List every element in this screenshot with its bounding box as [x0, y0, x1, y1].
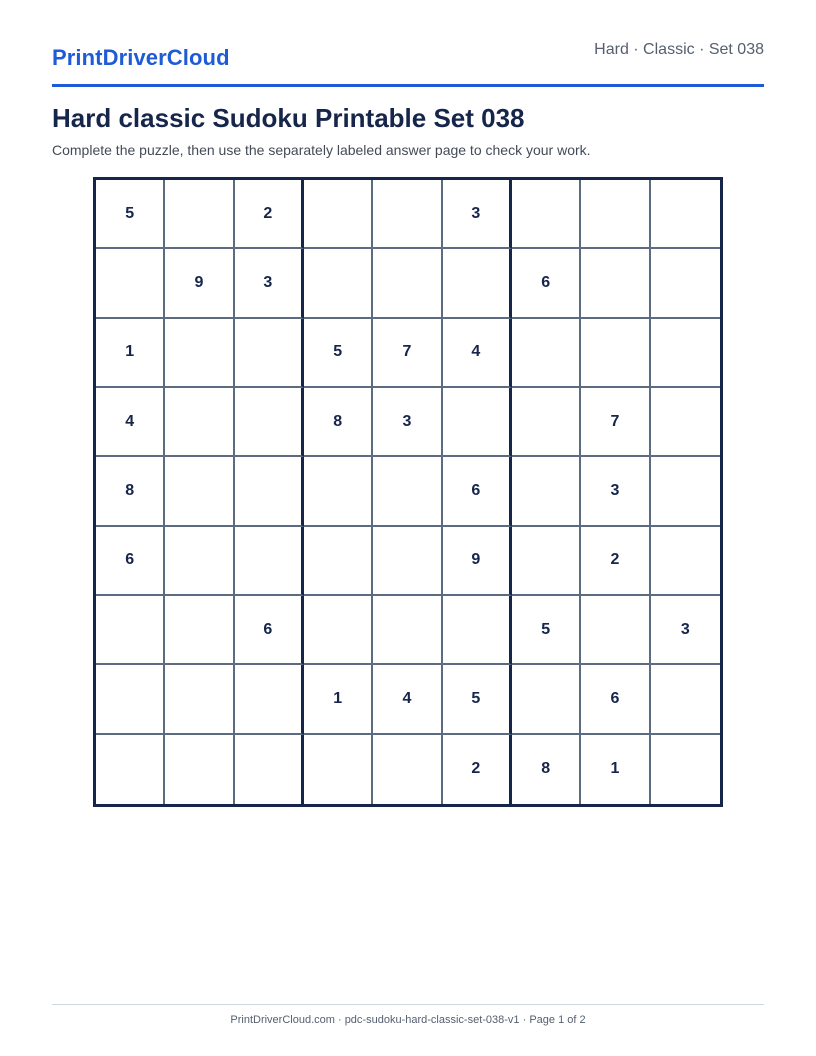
empty-cell[interactable]: [512, 388, 581, 457]
empty-cell[interactable]: [651, 665, 720, 734]
puzzle-meta: Hard · Classic · Set 038: [594, 41, 764, 58]
empty-cell[interactable]: [443, 596, 512, 665]
empty-cell[interactable]: [581, 319, 650, 388]
given-cell: 5: [96, 180, 165, 249]
given-cell: 7: [373, 319, 442, 388]
given-cell: 6: [443, 457, 512, 526]
page-subtitle: Complete the puzzle, then use the separately labeled answer page to check your work.: [52, 142, 591, 158]
given-cell: 1: [304, 665, 373, 734]
given-cell: 6: [512, 249, 581, 318]
empty-cell[interactable]: [96, 735, 165, 804]
given-cell: 8: [96, 457, 165, 526]
given-cell: 4: [373, 665, 442, 734]
empty-cell[interactable]: [512, 527, 581, 596]
given-cell: 4: [96, 388, 165, 457]
empty-cell[interactable]: [373, 596, 442, 665]
given-cell: 3: [581, 457, 650, 526]
given-cell: 2: [581, 527, 650, 596]
empty-cell[interactable]: [373, 457, 442, 526]
given-cell: 6: [235, 596, 304, 665]
empty-cell[interactable]: [304, 457, 373, 526]
given-cell: 4: [443, 319, 512, 388]
given-cell: 2: [235, 180, 304, 249]
empty-cell[interactable]: [235, 457, 304, 526]
given-cell: 6: [96, 527, 165, 596]
empty-cell[interactable]: [581, 180, 650, 249]
empty-cell[interactable]: [512, 665, 581, 734]
given-cell: 3: [443, 180, 512, 249]
empty-cell[interactable]: [443, 388, 512, 457]
empty-cell[interactable]: [304, 249, 373, 318]
given-cell: 1: [581, 735, 650, 804]
empty-cell[interactable]: [165, 388, 234, 457]
empty-cell[interactable]: [304, 180, 373, 249]
given-cell: 3: [373, 388, 442, 457]
page-footer: PrintDriverCloud.com · pdc-sudoku-hard-classic-set-038-v1 · Page 1 of 2: [52, 1004, 764, 1026]
sudoku-grid: [93, 177, 723, 807]
empty-cell[interactable]: [165, 665, 234, 734]
empty-cell[interactable]: [581, 249, 650, 318]
given-cell: 9: [443, 527, 512, 596]
empty-cell[interactable]: [581, 596, 650, 665]
empty-cell[interactable]: [512, 180, 581, 249]
page-header: [52, 36, 764, 87]
given-cell: 8: [512, 735, 581, 804]
empty-cell[interactable]: [165, 180, 234, 249]
empty-cell[interactable]: [651, 388, 720, 457]
empty-cell[interactable]: [443, 249, 512, 318]
empty-cell[interactable]: [373, 249, 442, 318]
empty-cell[interactable]: [165, 596, 234, 665]
given-cell: 5: [304, 319, 373, 388]
given-cell: 5: [443, 665, 512, 734]
given-cell: 8: [304, 388, 373, 457]
empty-cell[interactable]: [373, 527, 442, 596]
page-title: Hard classic Sudoku Printable Set 038: [52, 103, 525, 133]
given-cell: 6: [581, 665, 650, 734]
empty-cell[interactable]: [373, 180, 442, 249]
empty-cell[interactable]: [96, 249, 165, 318]
empty-cell[interactable]: [165, 457, 234, 526]
given-cell: 1: [96, 319, 165, 388]
empty-cell[interactable]: [512, 319, 581, 388]
page: [52, 0, 764, 1056]
given-cell: 3: [235, 249, 304, 318]
empty-cell[interactable]: [651, 180, 720, 249]
empty-cell[interactable]: [235, 527, 304, 596]
empty-cell[interactable]: [651, 457, 720, 526]
empty-cell[interactable]: [304, 735, 373, 804]
empty-cell[interactable]: [651, 249, 720, 318]
empty-cell[interactable]: [304, 596, 373, 665]
empty-cell[interactable]: [651, 527, 720, 596]
empty-cell[interactable]: [651, 319, 720, 388]
brand-logo[interactable]: PrintDriverCloud: [52, 45, 230, 70]
empty-cell[interactable]: [373, 735, 442, 804]
given-cell: 2: [443, 735, 512, 804]
empty-cell[interactable]: [165, 735, 234, 804]
empty-cell[interactable]: [235, 388, 304, 457]
given-cell: 7: [581, 388, 650, 457]
empty-cell[interactable]: [235, 665, 304, 734]
empty-cell[interactable]: [235, 319, 304, 388]
empty-cell[interactable]: [512, 457, 581, 526]
empty-cell[interactable]: [165, 319, 234, 388]
empty-cell[interactable]: [165, 527, 234, 596]
empty-cell[interactable]: [235, 735, 304, 804]
empty-cell[interactable]: [651, 735, 720, 804]
given-cell: 5: [512, 596, 581, 665]
empty-cell[interactable]: [96, 665, 165, 734]
given-cell: 9: [165, 249, 234, 318]
empty-cell[interactable]: [96, 596, 165, 665]
given-cell: 3: [651, 596, 720, 665]
empty-cell[interactable]: [304, 527, 373, 596]
